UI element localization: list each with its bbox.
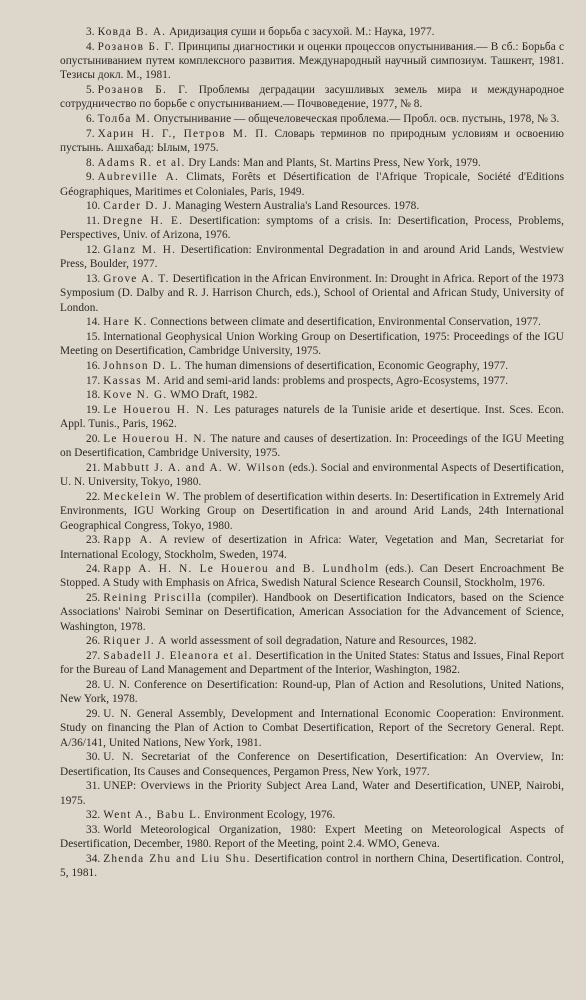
reference-number: 14. [86, 316, 101, 329]
reference-text: Managing Western Australia's Land Resources. 1978. [175, 200, 420, 213]
reference-item [60, 403, 564, 432]
reference-text: (compiler). Handbook on Desertification Indicators, based on the Science Associations' Nairobi Seminar on Desertification, American Association for the Advancement of Science, Washington, 1978. [60, 592, 564, 633]
reference-author: Rapp A. H. N. Le Houerou and B. Lundholm [103, 563, 380, 576]
reference-text: Les paturages naturels de la Tunisie aride et desertique. Inst. Sces. Econ. Appl. Tunis., Paris, 1962. [60, 403, 565, 431]
reference-author: Розанов Б. Г. [97, 83, 189, 96]
reference-item [60, 214, 564, 243]
reference-author: Харин Н. Г., Петров М. П. [97, 127, 269, 140]
reference-item [60, 330, 564, 359]
reference-item [60, 634, 564, 648]
reference-list [60, 25, 564, 881]
reference-number: 10. [86, 200, 101, 213]
reference-author: Kove N. G. [103, 389, 168, 402]
reference-item [60, 374, 564, 388]
reference-author: Толба М. [97, 112, 151, 125]
reference-item [60, 852, 564, 881]
reference-item [60, 388, 564, 402]
reference-number: 18. [86, 389, 101, 402]
reference-item [60, 199, 564, 213]
reference-number: 25. [86, 592, 101, 605]
reference-text: The problem of desertification within deserts. In: Desertification in Extremely Arid Environments, IGU Working Group on Desertification in and around Arid Lands, 24th International Geographical Congress, Tokyo, 1980. [60, 490, 564, 532]
reference-author: Sabadell J. Eleanora et al. [103, 650, 253, 663]
reference-item [60, 591, 564, 634]
reference-text: (eds.). Social and environmental Aspects of Desertification, U. N. University, Tokyo, 1980. [60, 461, 564, 489]
reference-author: Mabbutt J. A. and A. W. Wilson [103, 461, 286, 474]
reference-number: 6. [86, 112, 95, 125]
reference-number: 28. [86, 679, 101, 692]
reference-text: Environment Ecology, 1976. [204, 809, 336, 822]
reference-text: World Meteorological Organization, 1980: Expert Meeting on Meteorological Aspects of Desertification, December, 1980. Report of the Meeting, point 2.4. WMO, Geneva. [60, 824, 564, 851]
reference-text: U. N. Conference on Desertification: Round-up, Plan of Action and Resolutions, United Nations, New York, 1978. [60, 679, 564, 706]
reference-author: Johnson D. L. [103, 359, 183, 372]
reference-text: Desertification: symptoms of a crisis. In: Desertification, Process, Problems, Perspectives, Univ. of Arizona, 1976. [60, 214, 564, 242]
reference-number: 33. [86, 824, 101, 837]
reference-text: International Geophysical Union Working Group on Desertification, 1975: Proceedings of the IGU Meeting on Desertification, Cambridge University, 1975. [60, 330, 564, 358]
reference-item [60, 156, 564, 170]
reference-number: 22. [86, 490, 101, 503]
reference-item [60, 779, 564, 808]
reference-author: Went A., Babu L. [103, 809, 202, 822]
reference-text: Опустынивание — общечеловеческая проблема.— Пробл. осв. пустынь, 1978, № 3. [153, 112, 560, 125]
reference-text: Desertification in the United States: Status and Issues, Final Report for the Bureau of Land Management and Department of the Interior, Washington, 1982. [60, 650, 564, 677]
reference-item [60, 243, 564, 272]
reference-item [60, 533, 564, 562]
reference-text: Проблемы деградации засушливых земель мира и международное сотрудничество по борьбе с опустыниванием.— Почвоведение, 1977, № 8. [60, 83, 565, 111]
reference-item [60, 678, 564, 707]
reference-number: 32. [86, 809, 101, 822]
reference-author: Kassas M. [103, 374, 162, 387]
reference-number: 13. [86, 272, 101, 285]
reference-item [60, 25, 564, 39]
reference-item [60, 707, 564, 750]
reference-number: 17. [86, 374, 101, 387]
reference-number: 3. [86, 26, 95, 38]
reference-number: 27. [86, 650, 101, 663]
reference-number: 11. [86, 214, 100, 227]
reference-number: 5. [86, 83, 95, 96]
reference-author: Le Houerou H. N. [103, 432, 207, 445]
reference-author: Ковда В. А. [97, 26, 167, 38]
reference-text: Desertification control in northern China, Desertification. Control, 5, 1981. [60, 853, 564, 880]
reference-number: 12. [86, 243, 101, 256]
reference-author: Zhenda Zhu and Liu Shu. [103, 853, 251, 866]
reference-item [60, 112, 564, 126]
reference-text: WMO Draft, 1982. [170, 389, 258, 402]
reference-text: The nature and causes of desertization. In: Proceedings of the IGU Meeting on Desertification, Cambridge University, 1975. [60, 432, 564, 460]
reference-item [60, 490, 564, 533]
reference-text: Arid and semi-arid lands: problems and prospects, Agro-Ecosystems, 1977. [163, 374, 509, 387]
reference-number: 24. [86, 563, 101, 576]
reference-number: 29. [86, 708, 101, 721]
reference-text: The human dimensions of desertification, Economic Geography, 1977. [184, 359, 509, 372]
reference-number: 16. [86, 359, 101, 372]
reference-item [60, 750, 564, 779]
reference-item [60, 823, 564, 852]
reference-item [60, 359, 564, 373]
reference-author: Glanz M. H. [103, 243, 177, 256]
reference-text: U. N. Secretariat of the Conference on Desertification, Desertification: An Overview, In: Desertification, Its Causes and Consequences, Pergamon Press, New York, 1977. [60, 751, 564, 778]
reference-author: Hare K. [103, 316, 148, 329]
reference-item [60, 170, 564, 199]
reference-item [60, 562, 564, 591]
reference-text: Dry Lands: Man and Plants, St. Martins Press, New York, 1979. [188, 156, 481, 169]
reference-number: 34. [86, 853, 101, 866]
reference-item [60, 127, 564, 156]
reference-author: Reining Priscilla [103, 592, 202, 605]
reference-item [60, 40, 564, 83]
reference-text: Аридизация суши и борьба с засухой. М.: Наука, 1977. [169, 26, 435, 38]
reference-number: 20. [86, 432, 101, 445]
reference-text: (eds.). Can Desert Encroachment Be Stopped. A Study with Emphasis on Africa, Swedish Natural Science Research Counsil, Stockholm, 1976. [60, 563, 564, 590]
reference-item [60, 272, 564, 315]
reference-text: U. N. General Assembly, Development and International Economic Cooperation: Environment. Study on financing the Plan of Action to Combat Desertification, Report of the Secretory General. Rept. A/36/141, United Nations, New York, 1981. [60, 708, 564, 749]
reference-number: 21. [86, 461, 101, 474]
reference-item [60, 83, 564, 112]
reference-text: world assessment of soil degradation, Nature and Resources, 1982. [170, 635, 477, 648]
reference-author: Carder D. J. [103, 200, 173, 213]
reference-text: UNEP: Overviews in the Priority Subject Area Land, Water and Desertification, UNEP, Nairobi, 1975. [60, 780, 564, 807]
reference-item [60, 808, 564, 822]
reference-text: Connections between climate and desertification, Environmental Conservation, 1977. [150, 316, 541, 329]
reference-author: Adams R. et al. [97, 156, 186, 169]
reference-number: 7. [86, 127, 95, 140]
reference-author: Розанов Б. Г. [97, 40, 175, 53]
reference-item [60, 315, 564, 329]
reference-item [60, 649, 564, 678]
reference-text: Desertification in the African Environment. In: Drought in Africa. Report of the 1973 Symposium (D. Dalby and R. J. Harrison Church, eds.), School of Oriental and African Study, University of London. [60, 272, 565, 314]
reference-author: Grove A. T. [103, 272, 170, 285]
reference-number: 30. [86, 751, 101, 764]
reference-author: Dregne H. E. [102, 214, 184, 227]
reference-number: 23. [86, 534, 101, 547]
reference-number: 4. [86, 40, 95, 53]
reference-author: Riquer J. A [103, 635, 168, 648]
reference-number: 26. [86, 635, 101, 648]
reference-text: A review of desertization in Africa: Water, Vegetation and Man, Secretariat for International Ecology, Stockholm, Sweden, 1974. [60, 534, 564, 561]
reference-author: Meckelein W. [103, 490, 181, 503]
reference-number: 8. [86, 156, 95, 169]
reference-text: Принципы диагностики и оценки процессов опустынивания.— В сб.: Борьба с опустыниванием путем комплексного развития. Международный научный симпозиум. Ташкент, 1981. Тезисы докл. М., 1981. [60, 40, 565, 82]
reference-item [60, 461, 564, 490]
reference-number: 15. [86, 330, 101, 343]
reference-author: Aubreville A. [97, 171, 180, 184]
reference-text: Словарь терминов по природным условиям и освоению пустынь. Ашхабад: Ылым, 1975. [60, 127, 564, 154]
reference-text: Climats, Forêts et Désertification de l'Afrique Tropicale, Société d'Editions Géographiques, Maritimes et Coloniales, Paris, 1949. [60, 171, 565, 198]
reference-number: 31. [86, 780, 101, 793]
reference-number: 9. [86, 171, 95, 184]
reference-author: Le Houerou H. N. [103, 403, 210, 416]
reference-item [60, 432, 564, 461]
reference-text: Desertification: Environmental Degradation in and around Arid Lands, Westview Press, Boulder, 1977. [60, 243, 564, 271]
reference-author: Rapp A. [103, 534, 153, 547]
reference-number: 19. [86, 403, 101, 416]
